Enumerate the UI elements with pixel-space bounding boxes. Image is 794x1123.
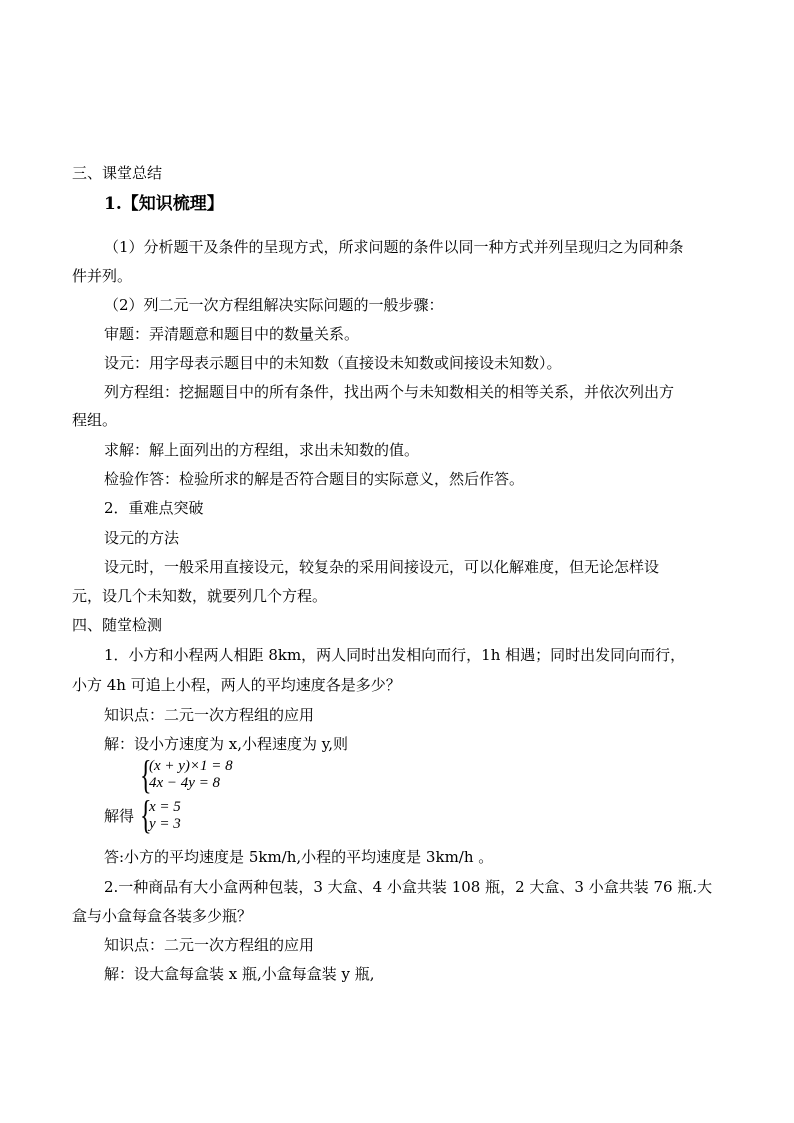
solution-x: x = 5 xyxy=(149,799,181,815)
step-list-equations-line-1: 列方程组：挖掘题目中的所有条件，找出两个与未知数相关的相等关系，并依次列出方 xyxy=(104,383,675,401)
equation-2: 4x − 4y = 8 xyxy=(149,775,221,791)
step-list-equations-line-2: 程组。 xyxy=(72,411,118,429)
solution-y: y = 3 xyxy=(149,816,181,832)
question-1-solution-intro: 解：设小方速度为 x,小程速度为 y,则 xyxy=(104,735,349,753)
question-1-line-1: 1．小方和小程两人相距 8km，两人同时出发相向而行，1h 相遇；同时出发同向而行， xyxy=(104,646,686,664)
question-1-line-2: 小方 4h 可追上小程，两人的平均速度各是多少？ xyxy=(72,676,401,694)
question-2-solution-intro: 解：设大盒每盒装 x 瓶,小盒每盒装 y 瓶, xyxy=(104,965,375,983)
paragraph-1-line-2: 件并列。 xyxy=(72,267,133,285)
section-heading-check: 四、随堂检测 xyxy=(72,616,163,634)
step-review: 审题：弄清题意和题目中的数量关系。 xyxy=(104,325,360,343)
step-check: 检验作答：检验所求的解是否符合题目的实际意义，然后作答。 xyxy=(104,470,525,488)
paragraph-1-line-1: （1）分析题干及条件的呈现方式，所求问题的条件以同一种方式并列呈现归之为同种条 xyxy=(104,238,684,256)
solved-label: 解得 xyxy=(104,807,135,825)
left-brace: { xyxy=(140,792,152,837)
section-heading-summary: 三、课堂总结 xyxy=(72,164,163,182)
question-2-line-1: 2.一种商品有大小盒两种包装，3 大盒、4 小盒共装 108 瓶，2 大盒、3 小盒共装 76 瓶.大 xyxy=(104,878,713,896)
step-set-unknown: 设元：用字母表示题目中的未知数（直接设未知数或间接设未知数）。 xyxy=(104,354,562,372)
step-solve: 求解：解上面列出的方程组，求出未知数的值。 xyxy=(104,441,420,459)
method-line-2: 元，设几个未知数，就要列几个方程。 xyxy=(72,587,328,605)
knowledge-review-heading: 1.【知识梳理】 xyxy=(104,194,224,214)
paragraph-2: （2）列二元一次方程组解决实际问题的一般步骤： xyxy=(104,296,444,314)
question-1-knowledge: 知识点：二元一次方程组的应用 xyxy=(104,706,315,724)
question-1-answer: 答:小方的平均速度是 5km/h,小程的平均速度是 3km/h 。 xyxy=(104,848,494,866)
question-2-line-2: 盒与小盒每盒各装多少瓶？ xyxy=(72,907,253,925)
question-2-knowledge: 知识点：二元一次方程组的应用 xyxy=(104,936,315,954)
equation-1: (x + y)×1 = 8 xyxy=(149,758,233,774)
method-line-1: 设元时，一般采用直接设元，较复杂的采用间接设元，可以化解难度，但无论怎样设 xyxy=(104,558,660,576)
equation-system-1 xyxy=(140,752,250,797)
key-difficulty-heading: 2．重难点突破 xyxy=(104,499,204,517)
left-brace: { xyxy=(140,752,152,797)
solution-system-1 xyxy=(140,792,200,837)
method-title: 设元的方法 xyxy=(104,529,180,547)
